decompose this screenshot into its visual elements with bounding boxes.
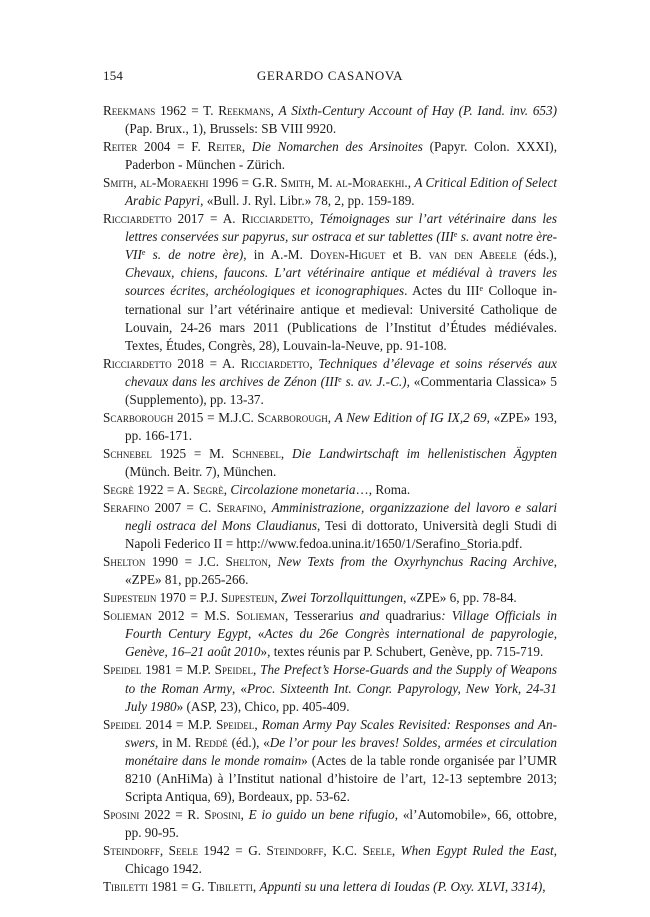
author-name: Solieman: [236, 608, 285, 624]
entry-text: 1996 = G.R.: [208, 175, 281, 191]
author-name: Smith: [280, 175, 311, 191]
entry-text: (éds.),: [516, 247, 557, 263]
author-name: Scarborough: [257, 409, 328, 425]
entry-text: 2004 = F.: [137, 139, 208, 155]
superscript: e: [141, 248, 146, 258]
entry-text: 1970 = P.J.: [156, 590, 221, 606]
entry-text: 2022 = R.: [139, 806, 205, 822]
entry-text: ,: [542, 879, 546, 895]
bibliography-entry: [103, 210, 557, 354]
author-name: Scarborough: [103, 409, 174, 425]
author-name: Sijpesteijn: [103, 590, 157, 606]
italic-title: Techniques d’élevage et soins réservés aux chevaux dans les archives de Zénon (III: [125, 355, 558, 389]
author-name: Reekmans: [218, 103, 271, 118]
entry-text: ,: [223, 481, 231, 497]
author-name: Doyen-Higuet: [310, 247, 386, 263]
author-name: Tibiletti: [207, 879, 253, 895]
entry-text: , Chicago 1942.: [125, 842, 558, 876]
author-name: Reekmans: [103, 103, 156, 118]
author-name: Ricciardetto: [103, 211, 172, 227]
author-name: Speidel: [214, 662, 253, 678]
bibliography-entry: [103, 878, 557, 896]
author-name: Speidel: [215, 716, 255, 732]
entry-text: (Münch. Beitr. 7), München.: [125, 463, 277, 479]
italic-title: Zwei Torzollquittungen: [280, 590, 404, 606]
entry-text: , «Commentaria Classica» 5 (Supplemento), pp. 13-37.: [125, 373, 557, 407]
author-name: Shelton: [103, 554, 146, 570]
entry-text: , «l’Automobile», 66, ottobre, pp. 90-95.: [125, 806, 558, 840]
entry-text: (Pap. Brux., 1), Brussels: SB VIII 9920.: [125, 121, 337, 137]
entry-text: 2014 = M.P.: [141, 716, 216, 732]
entry-text: 1981 = M.P.: [141, 662, 215, 678]
italic-title: s. av. J.-C.): [341, 373, 407, 389]
author-name: Reddé: [194, 734, 228, 750]
italic-title: Appunti su una lettera di Ioudas (P. Oxy. XLVI, 3314): [259, 879, 543, 895]
entry-text: (Papyr. Colon. XXXI), Paderbon - München - Zürich.: [125, 139, 557, 173]
entry-text: 1981 = G.: [148, 879, 208, 895]
italic-title: Die Landwirtschaft im hellenistischen Ägypten: [292, 445, 558, 461]
italic-title: Roman Army Pay Scales Revisited: Responses and Answers: [125, 716, 557, 750]
entry-text: et B.: [385, 247, 429, 263]
italic-title: : Village Officials in Fourth Century Egypt: [125, 608, 557, 642]
entry-text: 1942 = G.: [197, 842, 267, 858]
entry-text: ,: [254, 716, 262, 732]
entry-text: ,: [253, 662, 261, 678]
entry-text: Colloque international sur l’art vétérinaire antique et medieval: Université Catholique de Louvain, 24-26 mars 2011 (Publications de l’Institut d’Études médiévales. Textes, Études, Congrès, 28), Louvain-la-Neuve, pp. 91-108.: [125, 283, 557, 353]
author-name: Ricciardetto: [103, 355, 172, 371]
author-name: Serafino: [216, 500, 263, 516]
bibliography-entry: [103, 716, 557, 806]
author-name: Speidel: [103, 716, 142, 732]
entry-text: , «ZPE» 81, pp.265-266.: [125, 554, 558, 588]
italic-title: Die Nomarchen des Arsinoites: [251, 139, 423, 155]
italic-title: New Texts from the Oxyrhynchus Racing Archive: [277, 554, 554, 570]
italic-title: Actes du 26e Congrès international de papyrologie, Genève, 16–21 août 2010: [125, 626, 557, 660]
author-name: Solieman: [103, 608, 152, 624]
author-name: Sposini: [204, 806, 241, 822]
entry-text: ,: [391, 842, 401, 858]
entry-text: 2012 = M.S.: [151, 608, 237, 624]
entry-text: ,: [240, 806, 249, 822]
author-name: Reiter: [103, 139, 138, 155]
italic-title: A Critical Edition of Select Arabic Papyri: [125, 175, 557, 209]
italic-title: Amministrazione, organizzazione del lavoro e salari negli ostraca del Mons Claudianus: [125, 500, 557, 534]
author-name: Steindorff, Seele: [103, 842, 198, 858]
bibliography-entry: [103, 409, 557, 445]
entry-text: , «: [247, 626, 265, 642]
bibliography-entry: [103, 445, 557, 481]
italic-title: A New Edition of IG IX,2 69: [334, 409, 487, 425]
bibliography-entry: [103, 355, 557, 409]
entry-text: » (Actes de la table ronde organisée par l’UMR 8210 (AnHiMa) à l’Institut national d’histoire de l’art, 12-13 septembre 2013; Scripta Antiqua, 69), Bordeaux, pp. 53-62.: [125, 752, 557, 804]
entry-text: ,: [327, 409, 335, 425]
author-name: Sijpesteijn: [220, 590, 275, 606]
entry-text: ,: [280, 445, 292, 461]
author-name: van den Abeele: [428, 247, 517, 263]
entry-text: ,: [267, 554, 278, 570]
running-head: GERARDO CASANOVA: [256, 68, 404, 83]
bibliography-entry: [103, 661, 557, 715]
entry-text: , «Bull. J. Ryl. Libr.» 78, 2, pp. 159-189.: [200, 193, 415, 209]
entry-text: . Actes du III: [404, 283, 480, 299]
author-name: Schnebel: [103, 445, 152, 461]
entry-text: , in M.: [155, 734, 195, 750]
entry-text: (éd.), «: [227, 734, 270, 750]
author-name: Ricciardetto: [241, 211, 311, 227]
italic-title: When Egypt Ruled the East: [400, 842, 554, 858]
entry-text: quadrarius: [379, 608, 442, 624]
italic-title: s. de notre ère): [145, 247, 244, 263]
entry-text: 2018 = A.: [171, 355, 241, 371]
bibliography-entry: [103, 589, 557, 607]
bibliography-entry: [103, 806, 557, 842]
author-name: Smith, al-Moraekhi: [103, 175, 209, 191]
italic-title: Témoignages sur l’art vétérinaire dans les lettres conservées sur papyrus, sur ostraca et sur tablettes (III: [125, 211, 558, 245]
author-name: al-Moraekhi.: [335, 175, 408, 191]
entry-text: ,: [241, 139, 252, 155]
author-name: Sposini: [103, 806, 140, 822]
bibliography-entry: [103, 553, 557, 589]
bibliography-entry: [103, 102, 557, 138]
author-name: Segrè: [192, 481, 224, 497]
entry-text: , K.C.: [323, 842, 363, 858]
bibliography-entry: [103, 138, 557, 174]
entry-text: , M.: [310, 175, 336, 191]
entry-text: 1962 = T.: [155, 103, 219, 118]
author-name: Ricciardetto: [240, 355, 310, 371]
entry-text: , in A.-M.: [243, 247, 310, 263]
entry-text: 1925 = M.: [151, 445, 233, 461]
italic-title: De l’or pour les braves! Soldes, armées et circulation monétaire dans le monde romain: [125, 734, 558, 768]
italic-title: The Prefect’s Horse-Guards and the Supply of Weapons to the Roman Army: [125, 662, 557, 696]
entry-text: , «ZPE» 193, pp. 166-171.: [125, 409, 557, 443]
author-name: Schnebel: [232, 445, 281, 461]
entry-text: 1990 = J.C.: [145, 554, 226, 570]
bibliography-entry: [103, 842, 557, 878]
italic-title: Proc. Sixteenth Int. Congr. Papyrology, New York, 24-31 July 1980: [125, 680, 557, 714]
author-name: Speidel: [103, 662, 142, 678]
author-name: Seele: [362, 842, 392, 858]
superscript: e: [453, 230, 458, 240]
superscript: e: [479, 284, 484, 294]
author-name: Serafino: [103, 500, 150, 516]
entry-text: 1922 = A.: [133, 481, 193, 497]
entry-text: ,: [274, 590, 281, 606]
italic-title: and: [359, 608, 380, 624]
italic-title: E io guido un bene rifugio: [248, 806, 395, 822]
page-number: 154: [103, 68, 124, 83]
bibliography-entry: [103, 499, 557, 553]
italic-title: s. avant notre ère-VII: [125, 229, 557, 263]
entry-text: ,: [310, 211, 320, 227]
author-name: Segrè: [103, 481, 134, 497]
entry-text: , «: [232, 680, 247, 696]
italic-title: A Sixth-Century Account of Hay (P. Iand. inv. 653): [278, 103, 557, 118]
italic-title: Circolazione monetaria: [230, 481, 356, 497]
author-name: Reiter: [207, 139, 242, 155]
author-name: Shelton: [225, 554, 268, 570]
entry-text: ,: [262, 500, 272, 516]
page-header: [103, 68, 557, 86]
entry-text: ,: [309, 355, 319, 371]
entry-text: 2007 = C.: [149, 500, 217, 516]
author-name: Steindorff: [266, 842, 324, 858]
entry-text: ,: [407, 175, 415, 191]
author-name: Tibiletti: [103, 879, 149, 895]
entry-text: » (ASP, 23), Chico, pp. 405-409.: [176, 698, 350, 714]
entry-text: , Tesserarius: [284, 608, 360, 624]
superscript: e: [338, 374, 342, 384]
entry-text: , «ZPE» 6, pp. 78-84.: [403, 590, 517, 606]
entry-text: ,: [270, 103, 279, 118]
entry-text: , Tesi di dottorato, Università degli Studi di Napoli Federico II = http://www.fedoa.unina.it/1650/1/Serafino_Storia.pdf.: [125, 518, 557, 552]
bibliography-entry: [103, 174, 557, 210]
entry-text: 2017 = A.: [171, 211, 242, 227]
italic-title: Chevaux, chiens, faucons. L’art vétérinaire antique et médiéval à travers les sources écrites, archéologiques et iconographiques: [125, 265, 557, 299]
bibliography-entry: [103, 481, 557, 499]
entry-text: …, Roma.: [355, 481, 411, 497]
bibliography-entry: [103, 607, 557, 661]
bibliography-list: [103, 102, 557, 896]
entry-text: », textes réunis par P. Schubert, Genève, pp. 715-719.: [260, 644, 544, 660]
entry-text: ,: [252, 879, 260, 895]
entry-text: 2015 = M.J.C.: [173, 409, 258, 425]
